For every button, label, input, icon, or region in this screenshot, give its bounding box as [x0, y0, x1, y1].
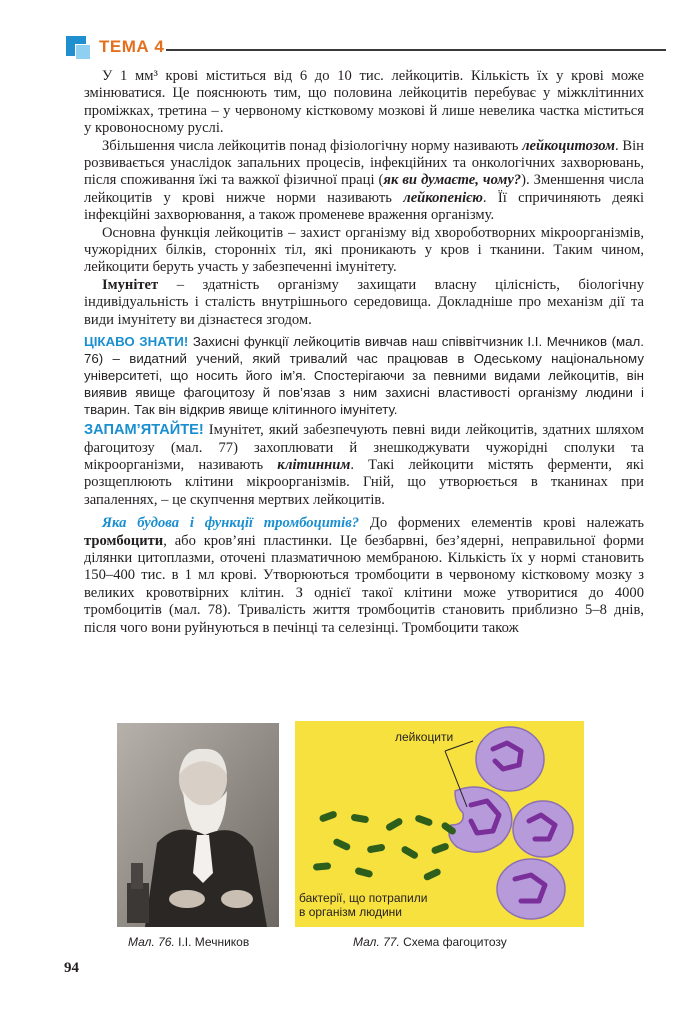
text: – здатність організму захищати власну цілісність, біологічну індивідуальність і сталість внутрішнього середовища. Докладніше про механізм дії та види імунітету ви дізнаєтеся згодом.	[84, 276, 644, 328]
remember-box	[84, 422, 644, 509]
text: До формених елементів крові належать	[359, 515, 645, 532]
term-thrombocytes: тромбоцити	[84, 532, 164, 549]
fact-box	[84, 333, 644, 418]
text: , або кров’яні пластинки. Це безбарвні, без’ядерні, неправильної форми ділянки цитоплазми, оточені плазматичною мембраною. Кількість їх у нормі становить 150–400 тис. в 1 мл крові. Утворюються тромбоцити в червоному кістковому мозку з великих кровотвірних клітин. З однієї такої клітини може утворитися до 4000 тромбоцитів (мал. 78). Тривалість життя тромбоцитів становить приблизно 5–8 днів, після чого вони руйнуються в печінці та селезінці. Тромбоцити також	[84, 532, 644, 636]
leukocyte-cell	[449, 787, 512, 852]
section-question: Яка будова і функції тромбоцитів?	[102, 515, 360, 532]
label-leukocytes: лейкоцити	[395, 730, 454, 744]
text: Збільшення числа лейкоцитів понад фізіологічну норму називають	[102, 137, 523, 154]
paragraph-immunity	[84, 277, 644, 329]
leukocyte-cell	[497, 859, 565, 919]
text: . Він розвивається унаслідок запальних процесів, інфекційних та онкологічних захворювань, після споживання їжі та важкої фізичної праці (	[84, 137, 644, 189]
question-inline: як ви думаєте, чому?	[383, 172, 522, 189]
label-bacteria-2: в організм людини	[299, 905, 402, 919]
paragraph-leukocytosis	[84, 138, 644, 225]
header-rule	[166, 49, 666, 51]
bacteria-group	[313, 810, 458, 881]
paragraph-thrombocytes	[84, 515, 644, 637]
term-leukocytosis: лейкоцитозом	[522, 137, 616, 154]
term-leukopenia: лейкопенією	[403, 189, 483, 206]
text: Імунітет, який забезпечують певні види лейкоцитів, здатних шляхом фагоцитозу (мал. 77) захоплювати й знешкоджувати чужорідні сполуки та мікроорганізми, називають	[84, 422, 644, 473]
label-bacteria-1: бактерії, що потрапили	[299, 891, 428, 905]
term-immunity: Імунітет	[102, 276, 159, 293]
phagocytosis-scheme	[295, 721, 584, 927]
caption-text: І.І. Мечников	[174, 935, 250, 949]
text: Основна функція лейкоцитів – захист організму від хвороботворних мікроорганізмів, чужорідних білків, сторонніх тіл, які проникають у кров і тканини. Таким чином, лейкоцити беруть участь у забезпеченні імунітету.	[84, 224, 644, 276]
caption-fig76	[128, 935, 249, 949]
text: . Її спричиняють деякі інфекційні захворювання, а також променеве враження організму.	[84, 189, 644, 224]
caption-text: Схема фагоцитозу	[399, 935, 507, 949]
body-text	[84, 68, 644, 637]
header-square-icon-light	[75, 44, 91, 60]
leukocyte-cell	[476, 727, 544, 791]
remember-label: ЗАПАМ’ЯТАЙТЕ!	[84, 422, 204, 439]
chapter-title: ТЕМА 4	[99, 37, 165, 56]
chapter-header	[66, 36, 666, 60]
page-number: 94	[64, 960, 79, 976]
paragraph-leukocyte-count	[84, 68, 644, 138]
term-cellular: клітинним	[277, 456, 351, 473]
portrait-image	[117, 723, 279, 927]
portrait-mechnikov-photo	[117, 723, 279, 927]
text: ). Зменшення числа лейкоцитів у крові нижче норми називають	[84, 172, 644, 206]
caption-number: Мал. 76.	[128, 935, 175, 949]
text: . Такі лейкоцити містять ферменти, які розщеплюють клітини мікроорганізмів. Гній, що утворюється в тканинах при запаленнях, – це скупчення мертвих лейкоцитів.	[84, 456, 644, 508]
paragraph-leukocyte-function	[84, 225, 644, 277]
caption-fig77	[353, 935, 507, 949]
text: Захисні функції лейкоцитів вивчав наш співвітчизник І.І. Мечников (мал. 76) – видатний учений, який тривалий час працював в Одеському національному університеті, що носить його ім’я. Спостерігаючи за певними видами лейкоцитів, він виявив явище фагоцитозу й пов’язав з ним захисні властивості організму людини і тварин. Так він відкрив явище клітинного імунітету.	[84, 334, 644, 418]
interesting-fact	[84, 333, 644, 418]
leukocyte-cell	[513, 801, 573, 857]
fact-label: ЦІКАВО ЗНАТИ!	[84, 334, 189, 350]
remember-text	[84, 422, 644, 509]
caption-number: Мал. 77.	[353, 935, 400, 949]
text: У 1 мм³ крові міститься від 6 до 10 тис. лейкоцитів. Кількість їх у крові може змінюватися. Це пояснюють тим, що половина лейкоцитів перебуває у міжклітинних проміжках, третина – у червоному кістковому мозкові й лише невелика частка міститься у кровоносному руслі.	[84, 68, 644, 137]
